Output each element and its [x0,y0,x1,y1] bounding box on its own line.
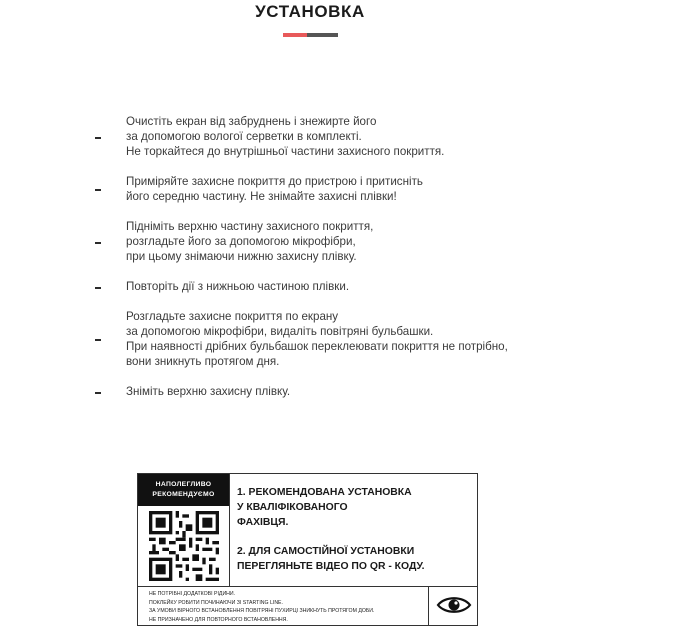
instruction-text: Розгладьте захисне покриття по екрану за допомогою мікрофібри, видаліть повітряні бульбашки. При наявності дрібних бульбашок переклеювати покриття не потрібно, вони зникнуть протягом дня. [126,310,508,368]
footnote-line: НЕ ПОТРІБНІ ДОДАТКОВІ РІДИНИ. [149,591,236,597]
eye-icon [436,593,472,617]
bullet-dash [95,189,101,191]
bullet-dash [95,137,101,139]
bullet-dash [95,392,101,394]
badge-line: НАПОЛЕГЛИВО [155,481,212,488]
footer-divider [428,586,429,626]
badge-line: РЕКОМЕНДУЄМО [152,491,215,498]
instruction-text: Зніміть верхню захисну плівку. [126,385,291,398]
title-underline [283,33,338,37]
instruction-step [95,279,635,294]
instruction-step [95,219,635,264]
qr-panel [138,474,230,586]
card-divider [138,586,477,587]
recommendation-line: ФАХІВЦЯ. [237,517,289,528]
footnote-line: НЕ ПРИЗНАЧЕНО ДЛЯ ПОВТОРНОГО ВСТАНОВЛЕННЯ. [149,616,288,623]
instruction-step [95,174,635,204]
instruction-text: Повторіть дії з нижньою частиною плівки. [126,280,350,293]
bullet-dash [95,287,101,289]
instruction-list [95,114,635,414]
title-underline-dark [307,33,338,37]
recommendation-line: 1. РЕКОМЕНДОВАНА УСТАНОВКА [237,487,412,498]
recommendation-line: 2. ДЛЯ САМОСТІЙНОЇ УСТАНОВКИ [237,546,415,557]
page-title: УСТАНОВКА [255,2,365,21]
recommendation-1 [237,485,472,530]
instruction-step [95,384,635,399]
bullet-dash [95,242,101,244]
bullet-dash [95,339,101,341]
instruction-text: Очистіть екран від забруднень і знежирте його за допомогою вологої серветки в комплекті. Не торкайтеся до внутрішньої частини захисного покриття. [126,115,445,158]
recommend-badge [138,474,229,506]
footnote-line: ЗА УМОВИ ВІРНОГО ВСТАНОВЛЕННЯ ПОВІТРЯНІ ПУХИРЦІ ЗНИКНУТЬ ПРОТЯГОМ ДОБИ. [149,608,375,614]
instruction-step [95,114,635,159]
recommendation-line: У КВАЛІФІКОВАНОГО [237,502,348,513]
recommendation-card [137,473,478,626]
footnotes [149,590,424,624]
recommendation-line: ПЕРЕГЛЯНЬТЕ ВІДЕО ПО QR - КОДУ. [237,561,425,572]
qr-code-icon[interactable] [149,511,219,581]
title-underline-accent [283,33,307,37]
recommendation-text [237,485,472,574]
footnote-line: ПОКЛЕЙКУ РОБИТИ ПОЧИНАЮЧИ ЗІ STARTING LINE. [149,599,283,606]
instruction-step [95,309,635,369]
instruction-text: Підніміть верхню частину захисного покриття, розгладьте його за допомогою мікрофібри, при цьому знімаючи нижню захисну плівку. [126,220,374,263]
instruction-text: Приміряйте захисне покриття до пристрою і притисніть його середню частину. Не знімайте захисні плівки! [126,175,423,203]
recommendation-2 [237,544,472,574]
